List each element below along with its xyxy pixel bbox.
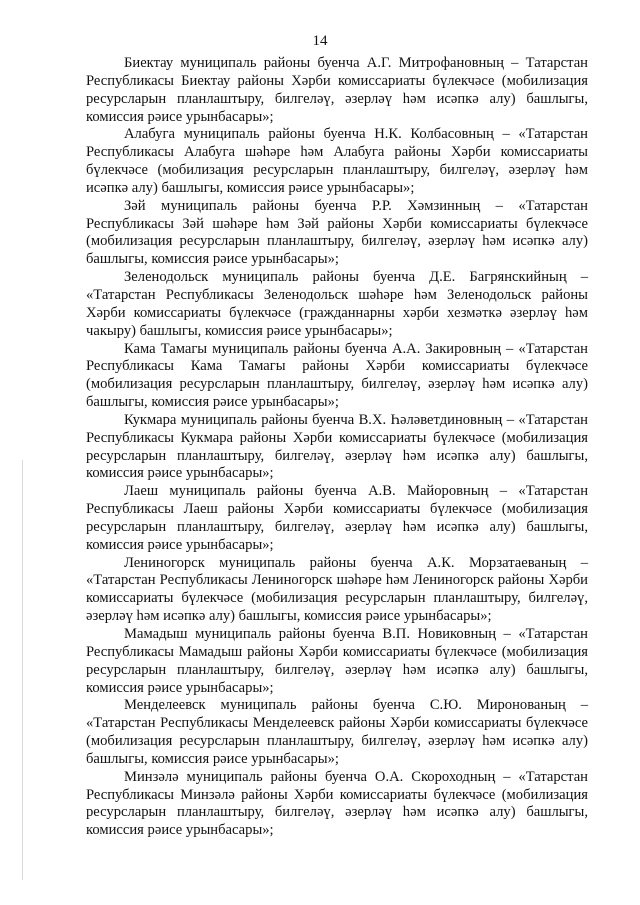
paragraph-mamadysh: Мамадыш муниципаль районы буенча В.П. Новиковның – «Татарстан Республикасы Мамадыш районы Хәрби комиссариаты бүлекчәсе (мобилизация ресурсларын планлаштыру, билгеләү, әзерләү һәм исәпкә алу) башлыгы, комиссия рәисе урынбасары»; [86, 626, 588, 696]
paragraph-kama-tamagy: Кама Тамагы муниципаль районы буенча А.А. Закировның – «Татарстан Республикасы Кама Тамагы районы Хәрби комиссариаты бүлекчәсе (мобилизация ресурсларын планлаштыру, билгеләү, әзерләү һәм исәпкә алу) башлыгы, комиссия рәисе урынбасары»; [86, 340, 588, 411]
paragraph-laesh: Лаеш муниципаль районы буенча А.В. Майоровның – «Татарстан Республикасы Лаеш районы Хәрби комиссариаты бүлекчәсе (мобилизация ресурсларын планлаштыру, билгеләү, әзерләү һәм исәпкә алу) башлыгы, комиссия рәисе урынбасары»; [86, 483, 588, 553]
scan-edge-line [22, 460, 23, 880]
paragraph-biektau: Биектау муниципаль районы буенча А.Г. Митрофановның – Татарстан Республикасы Биектау районы Хәрби комиссариаты бүлекчәсе (мобилизация ресурсларын планлаштыру, билгеләү, әзерләү һәм исәпкә алу) башлыгы, комиссия рәисе урынбасары»; [86, 55, 588, 125]
paragraph-kukmara: Кукмара муниципаль районы буенча В.Х. Һәләветдиновның – «Татарстан Республикасы Кукмара районы Хәрби комиссариаты бүлекчәсе (мобилизация ресурсларын планлаштыру, билгеләү, әзерләү һәм исәпкә алу) башлыгы, комиссия рәисе урынбасары»; [86, 411, 588, 482]
document-body [86, 55, 588, 840]
paragraph-alabuga: Алабуга муниципаль районы буенча Н.К. Колбасовның – «Татарстан Республикасы Алабуга шәһәре һәм Алабуга районы Хәрби комиссариаты бүлекчәсе (мобилизация ресурсларын планлаштыру, билгеләү, әзерләү һәм исәпкә алу) башлыгы, комиссия рәисе урынбасары»; [86, 126, 588, 196]
page-number: 14 [312, 33, 328, 49]
paragraph-leninogorsk: Лениногорск муниципаль районы буенча А.К. Морзатаеваның – «Татарстан Республикасы Лениногорск шәһәре һәм Лениногорск районы Хәрби комиссариаты бүлекчәсе (мобилизация ресурсларын планлаштыру, билгеләү, әзерләү һәм исәпкә алу) башлыгы, комиссия рәисе урынбасары»; [86, 554, 588, 625]
paragraph-mendeleevsk: Менделеевск муниципаль районы буенча С.Ю. Миронованың – «Татарстан Республикасы Менделеевск районы Хәрби комиссариаты бүлекчәсе (мобилизация ресурсларын планлаштыру, билгеләү, әзерләү һәм исәпкә алу) башлыгы, комиссия рәисе урынбасары»; [86, 697, 588, 767]
paragraph-zay: Зәй муниципаль районы буенча Р.Р. Хәмзинның – «Татарстан Республикасы Зәй шәһәре һәм Зәй районы Хәрби комиссариаты бүлекчәсе (мобилизация ресурсларын планлаштыру, билгеләү, әзерләү һәм исәпкә алу) башлыгы, комиссия рәисе урынбасары»; [86, 197, 588, 268]
paragraph-minzala: Минзәлә муниципаль районы буенча О.А. Скороходның – «Татарстан Республикасы Минзәлә районы Хәрби комиссариаты бүлекчәсе (мобилизация ресурсларын планлаштыру, билгеләү, әзерләү һәм исәпкә алу) башлыгы, комиссия рәисе урынбасары»; [86, 768, 588, 839]
paragraph-zelenodolsk: Зеленодольск муниципаль районы буенча Д.Е. Багрянскийның – «Татарстан Республикасы Зеленодольск шәһәре һәм Зеленодольск районы Хәрби комиссариаты бүлекчәсе (гражданнарны хәрби хезмәткә әзерләү һәм чакыру) башлыгы, комиссия рәисе урынбасары»; [86, 269, 588, 339]
